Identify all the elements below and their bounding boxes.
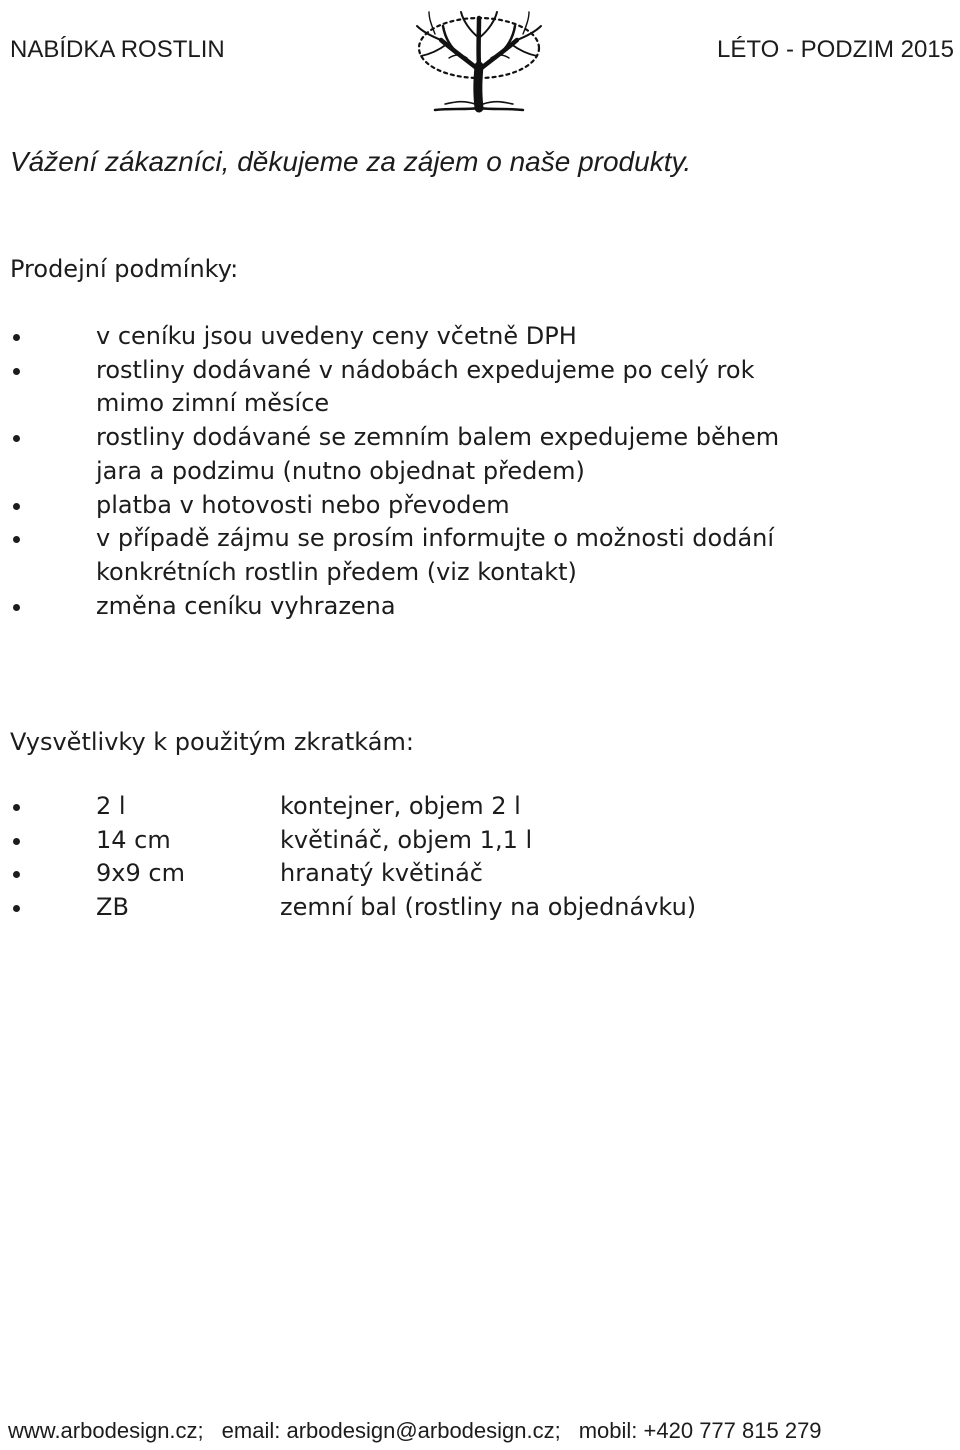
abbreviation-key: 9x9 cm	[96, 859, 185, 888]
list-item	[0, 790, 940, 824]
header-title-left: NABÍDKA ROSTLIN	[10, 36, 225, 63]
list-item	[0, 489, 940, 523]
list-item-text: změna ceníku vyhrazena	[96, 591, 396, 620]
bullet-icon	[13, 604, 20, 611]
abbreviation-key: 14 cm	[96, 825, 171, 854]
list-item-text: v případě zájmu se prosím informujte o možnosti dodání	[96, 524, 775, 553]
list-item	[0, 320, 940, 354]
list-item-text-continued: konkrétních rostlin předem (viz kontakt)	[96, 557, 577, 586]
abbreviations-list	[0, 790, 940, 925]
list-item	[0, 590, 940, 624]
bullet-icon	[13, 905, 20, 912]
list-item-text: v ceníku jsou uvedeny ceny včetně DPH	[96, 322, 577, 350]
list-item-text: rostliny dodávané v nádobách expedujeme po celý rok	[96, 355, 755, 384]
abbreviation-description: hranatý květináč	[280, 859, 484, 888]
footer-website: www.arbodesign.cz;	[8, 1418, 204, 1443]
abbreviation-key: 2 l	[96, 792, 126, 820]
bullet-icon	[13, 536, 20, 543]
abbreviation-description: květináč, objem 1,1 l	[280, 825, 533, 854]
abbreviation-description: kontejner, objem 2 l	[280, 792, 521, 820]
page-footer	[8, 1416, 840, 1446]
list-item	[0, 354, 940, 421]
bullet-icon	[13, 435, 20, 442]
list-item	[0, 891, 940, 925]
bullet-icon	[13, 804, 20, 811]
list-item-text-continued: mimo zimní měsíce	[96, 389, 330, 418]
abbreviation-key: ZB	[96, 893, 129, 922]
list-item	[0, 421, 940, 488]
abbreviation-description: zemní bal (rostliny na objednávku)	[280, 893, 697, 922]
bullet-icon	[13, 334, 20, 341]
bullet-icon	[13, 503, 20, 510]
bullet-icon	[13, 871, 20, 878]
list-item-text: platba v hotovosti nebo převodem	[96, 490, 510, 519]
list-item	[0, 857, 940, 891]
bullet-icon	[13, 368, 20, 375]
header-title-right: LÉTO - PODZIM 2015	[717, 36, 954, 63]
footer-email: email: arbodesign@arbodesign.cz;	[221, 1418, 561, 1443]
tree-logo-icon	[405, 4, 553, 116]
greeting-text: Vážení zákazníci, děkujeme za zájem o naše produkty.	[10, 146, 692, 177]
list-item	[0, 824, 940, 858]
abbreviations-title: Vysvětlivky k použitým zkratkám:	[10, 728, 414, 756]
list-item	[0, 522, 940, 589]
list-item-text: rostliny dodávané se zemním balem expedujeme během	[96, 423, 780, 452]
terms-title: Prodejní podmínky:	[10, 255, 239, 283]
bullet-icon	[13, 838, 20, 845]
terms-list	[0, 320, 940, 623]
list-item-text-continued: jara a podzimu (nutno objednat předem)	[96, 456, 585, 485]
footer-mobile: mobil: +420 777 815 279	[578, 1418, 822, 1443]
